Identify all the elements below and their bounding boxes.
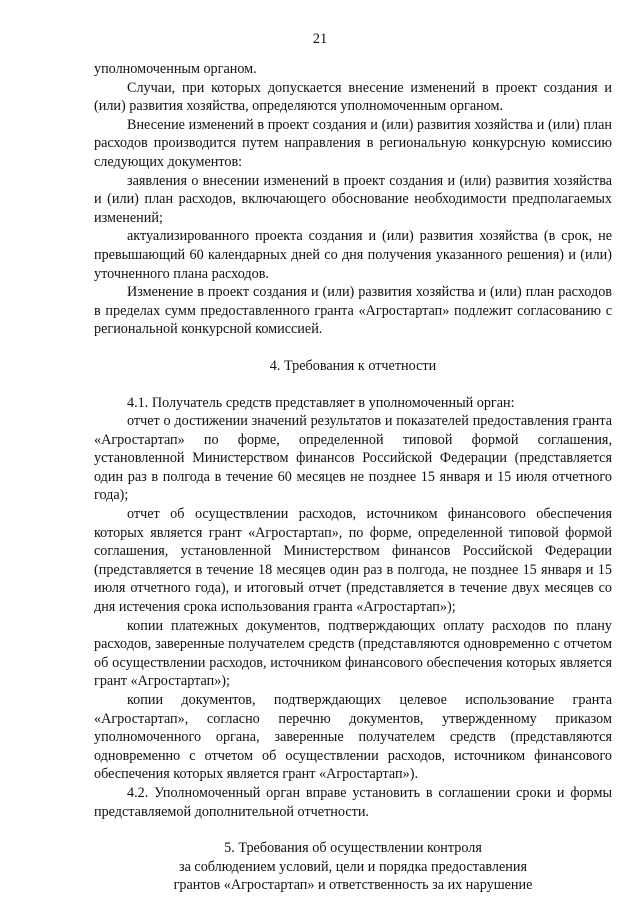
- paragraph: отчет о достижении значений результатов и показателей предоставления гранта «Агростартап» по форме, определенной типовой формой соглашения, установленной Министерством финансов Российской Федерации (представляется один раз в полгода в течение 60 месяцев не позднее 15 января и 15 июля отчетного года);: [94, 413, 612, 504]
- paragraph: 4.1. Получатель средств представляет в уполномоченный орган:: [127, 394, 515, 411]
- paragraph: уполномоченным органом.: [94, 61, 257, 77]
- section-5-heading-line: за соблюдением условий, цели и порядка предоставления: [178, 858, 528, 875]
- page-number: 21: [312, 31, 328, 47]
- paragraph: копии платежных документов, подтверждающих оплату расходов по плану расходов, заверенные получателем средств (представляются одновременно с отчетом об осуществлении расходов, источником финансового обеспечения которых является грант «Агростартап»);: [94, 617, 612, 690]
- paragraph: заявления о внесении изменений в проект создания и (или) развития хозяйства и (или) план расходов, включающего обоснование необходимости предполагаемых изменений;: [94, 172, 612, 226]
- paragraph: актуализированного проекта создания и (или) развития хозяйства (в срок, не превышающий 60 календарных дней со дня получения указанного решения) и (или) уточненного плана расходов.: [94, 228, 612, 282]
- section-5-heading-line: 5. Требования об осуществлении контроля: [224, 840, 482, 857]
- paragraph: Изменение в проект создания и (или) развития хозяйства и (или) план расходов в пределах сумм предоставленного гранта «Агростартап» подлежит согласованию с региональной конкурсной комиссией.: [94, 284, 612, 338]
- document-body: [94, 60, 612, 895]
- paragraph: Случаи, при которых допускается внесение изменений в проект создания и (или) развития хозяйства, определяются уполномоченным органом.: [94, 79, 612, 115]
- paragraph: 4.2. Уполномоченный орган вправе установить в соглашении сроки и формы представляемой дополнительной отчетности.: [94, 784, 612, 820]
- paragraph: отчет об осуществлении расходов, источником финансового обеспечения которых является грант «Агростартап», по форме, определенной типовой формой соглашения, установленной Министерством финансов Российской Федерации (представляется в течение 18 месяцев один раз в полгода, не позднее 15 января и 15 июля отчетного года), и итоговый отчет (представляется в течение двух месяцев со дня истечения срока использования гранта «Агростартап»);: [94, 506, 612, 616]
- paragraph: копии документов, подтверждающих целевое использование гранта «Агростартап», согласно перечню документов, утвержденному приказом уполномоченного органа, заверенные получателем средств (представляются одновременно с отчетом об осуществлении расходов, источником финансового обеспечения которых является грант «Агростартап»).: [94, 692, 612, 783]
- section-4-heading: 4. Требования к отчетности: [269, 357, 437, 374]
- section-5-heading-line: грантов «Агростартап» и ответственность за их нарушение: [173, 877, 533, 894]
- paragraph: Внесение изменений в проект создания и (или) развития хозяйства и (или) план расходов производится путем направления в региональную конкурсную комиссию следующих документов:: [94, 116, 612, 170]
